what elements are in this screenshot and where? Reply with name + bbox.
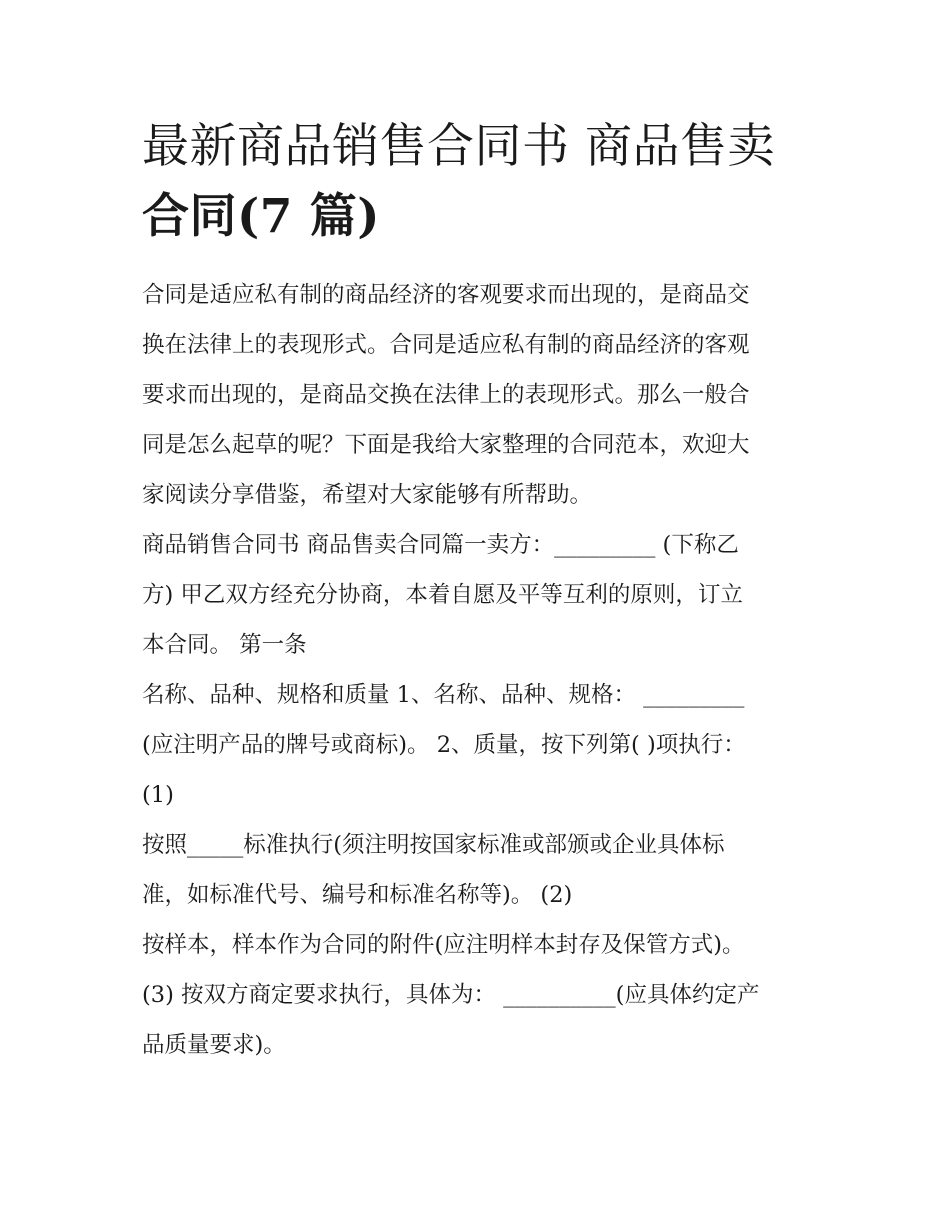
- intro-paragraph: [142, 270, 814, 520]
- text-line: 品质量要求)。: [142, 1032, 286, 1058]
- text-line: 家阅读分享借鉴，希望对大家能够有所帮助。: [142, 482, 593, 508]
- title-line-1: 最新商品销售合同书 商品售卖: [142, 119, 775, 174]
- document-body: [142, 270, 814, 1070]
- article-one-paragraph: [142, 670, 814, 820]
- document-title: [142, 112, 814, 252]
- text-line: 本合同。 第一条: [142, 632, 307, 658]
- text-line: 按照_____标准执行(须注明按国家标准或部颁或企业具体标: [142, 832, 725, 858]
- text-line: 要求而出现的，是商品交换在法律上的表现形式。那么一般合: [142, 382, 750, 408]
- text-line: 同是怎么起草的呢？下面是我给大家整理的合同范本，欢迎大: [142, 432, 750, 458]
- text-line: 换在法律上的表现形式。合同是适应私有制的商品经济的客观: [142, 332, 750, 358]
- text-line: 方) 甲乙双方经充分协商，本着自愿及平等互利的原则，订立: [142, 582, 743, 608]
- document-page: [142, 112, 814, 1070]
- title-line-2: 合同(7 篇): [142, 189, 381, 244]
- text-line: (1): [142, 782, 174, 808]
- text-line: (3) 按双方商定要求执行，具体为： __________(应具体约定产: [142, 982, 760, 1008]
- text-line: 商品销售合同书 商品售卖合同篇一卖方：_________ (下称乙: [142, 532, 739, 558]
- text-line: 名称、品种、规格和质量 1、名称、品种、规格： _________: [142, 682, 745, 708]
- text-line: 按样本，样本作为合同的附件(应注明样本封存及保管方式)。: [142, 932, 745, 958]
- text-line: 合同是适应私有制的商品经济的客观要求而出现的，是商品交: [142, 282, 750, 308]
- contract-heading-paragraph: [142, 520, 814, 670]
- text-line: (应注明产品的牌号或商标)。 2、质量，按下列第( )项执行：: [142, 732, 746, 758]
- sample-paragraph: [142, 920, 814, 1070]
- text-line: 准，如标准代号、编号和标准名称等)。 (2): [142, 882, 573, 908]
- standard-paragraph: [142, 820, 814, 920]
